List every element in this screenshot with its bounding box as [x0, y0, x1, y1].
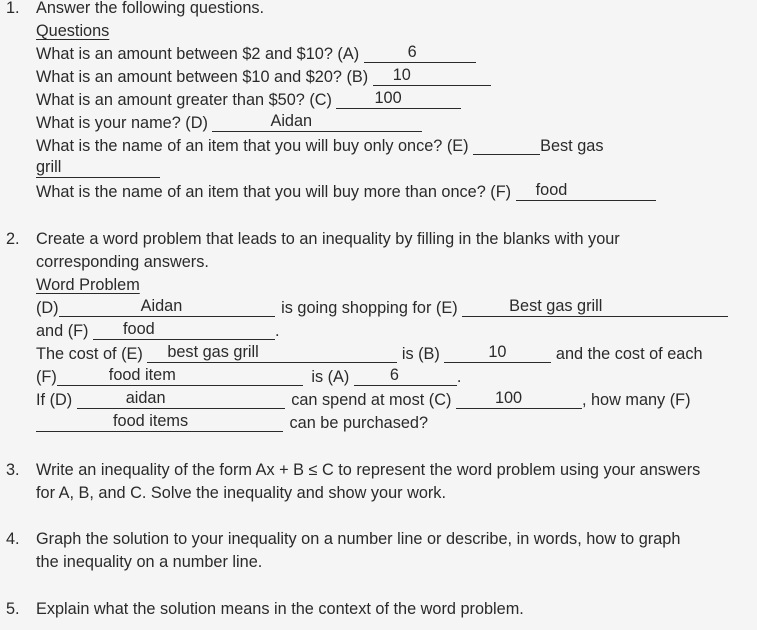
q3-number: 3.	[6, 461, 20, 479]
q1-item-b-text: What is an amount between $10 and $20? (B)	[36, 68, 369, 86]
q1-answer-c: 100	[336, 89, 461, 109]
q1-answer-f: food	[516, 181, 656, 201]
q2-b-answer: 10	[444, 343, 551, 363]
q4-number: 4.	[6, 530, 20, 548]
q2-spend-c: can spend at most (C)	[291, 391, 452, 409]
q3-line1: Write an inequality of the form Ax + B ≤ C to represent the word problem using your answers	[36, 461, 701, 479]
q2-e-answer2: best gas grill	[147, 343, 397, 363]
q2-d-answer: Aidan	[59, 297, 275, 317]
q2-line5	[36, 389, 691, 412]
q2-f-answer3: food items	[36, 412, 283, 432]
q1-item-b	[36, 66, 491, 89]
q1-item-a-text: What is an amount between $2 and $10? (A)	[36, 45, 360, 63]
q1-item-c	[36, 89, 461, 112]
q1-answer-a: 6	[364, 43, 476, 63]
q2-number: 2.	[6, 230, 20, 248]
q2-cost-e: The cost of (E)	[36, 345, 143, 363]
q2-a-answer: 6	[354, 366, 457, 386]
q1-item-f-text: What is the name of an item that you will buy more than once? (F)	[36, 183, 512, 201]
q1-prompt: Answer the following questions.	[36, 0, 265, 17]
q1-answer-e-cont: grill	[36, 158, 160, 178]
q5-number: 5.	[6, 600, 20, 618]
q3-line2: for A, B, and C. Solve the inequality and show your work.	[36, 484, 446, 502]
q2-line1	[36, 297, 728, 320]
q1-item-f	[36, 181, 656, 204]
q2-c-answer: 100	[456, 389, 582, 409]
q2-f-answer: food	[93, 320, 275, 340]
q2-d-label: (D)	[36, 299, 59, 317]
q2-is-a: is (A)	[311, 368, 350, 386]
q2-if-d: If (D)	[36, 391, 73, 409]
q1-item-d	[36, 112, 422, 135]
q1-answer-d: Aidan	[212, 112, 422, 132]
q2-line6	[36, 412, 428, 435]
q2-cost-each: and the cost of each	[555, 345, 703, 363]
q2-line4	[36, 366, 461, 389]
q2-line2	[36, 320, 280, 343]
q1-item-d-text: What is your name? (D)	[36, 114, 208, 132]
q1-answer-e: Best gas	[473, 137, 603, 155]
q2-heading: Word Problem	[36, 276, 140, 294]
q1-item-a	[36, 43, 476, 66]
q1-item-e-text: What is the name of an item that you will buy only once? (E)	[36, 137, 469, 155]
q2-period: .	[275, 322, 280, 340]
q2-and-f: and (F)	[36, 322, 89, 340]
q1-answer-b: 10	[373, 66, 491, 86]
q4-line1: Graph the solution to your inequality on a number line or describe, in words, how to graph	[36, 530, 681, 548]
q2-e-answer: Best gas grill	[462, 297, 728, 317]
q2-prompt-line2: corresponding answers.	[36, 253, 209, 271]
q5-line1: Explain what the solution means in the context of the word problem.	[36, 600, 524, 618]
q2-d-answer2: aidan	[77, 389, 285, 409]
q2-f-label: (F)	[36, 368, 57, 386]
q4-line2: the inequality on a number line.	[36, 553, 263, 571]
q2-line3	[36, 343, 703, 366]
q2-period2: .	[456, 368, 462, 386]
q1-item-e-cont	[36, 158, 160, 181]
q1-item-e	[36, 135, 603, 158]
q2-is-b: is (B)	[401, 345, 440, 363]
q1-item-c-text: What is an amount greater than $50? (C)	[36, 91, 332, 109]
q2-how-many: , how many (F)	[581, 391, 691, 409]
q2-purchased: can be purchased?	[289, 414, 429, 432]
q2-prompt-line1: Create a word problem that leads to an inequality by filling in the blanks with your	[36, 230, 620, 248]
q1-heading: Questions	[36, 22, 110, 40]
q1-number: 1.	[6, 0, 20, 17]
q2-f-answer2: food item	[57, 366, 303, 386]
q2-shopping-text: is going shopping for (E)	[281, 299, 458, 317]
